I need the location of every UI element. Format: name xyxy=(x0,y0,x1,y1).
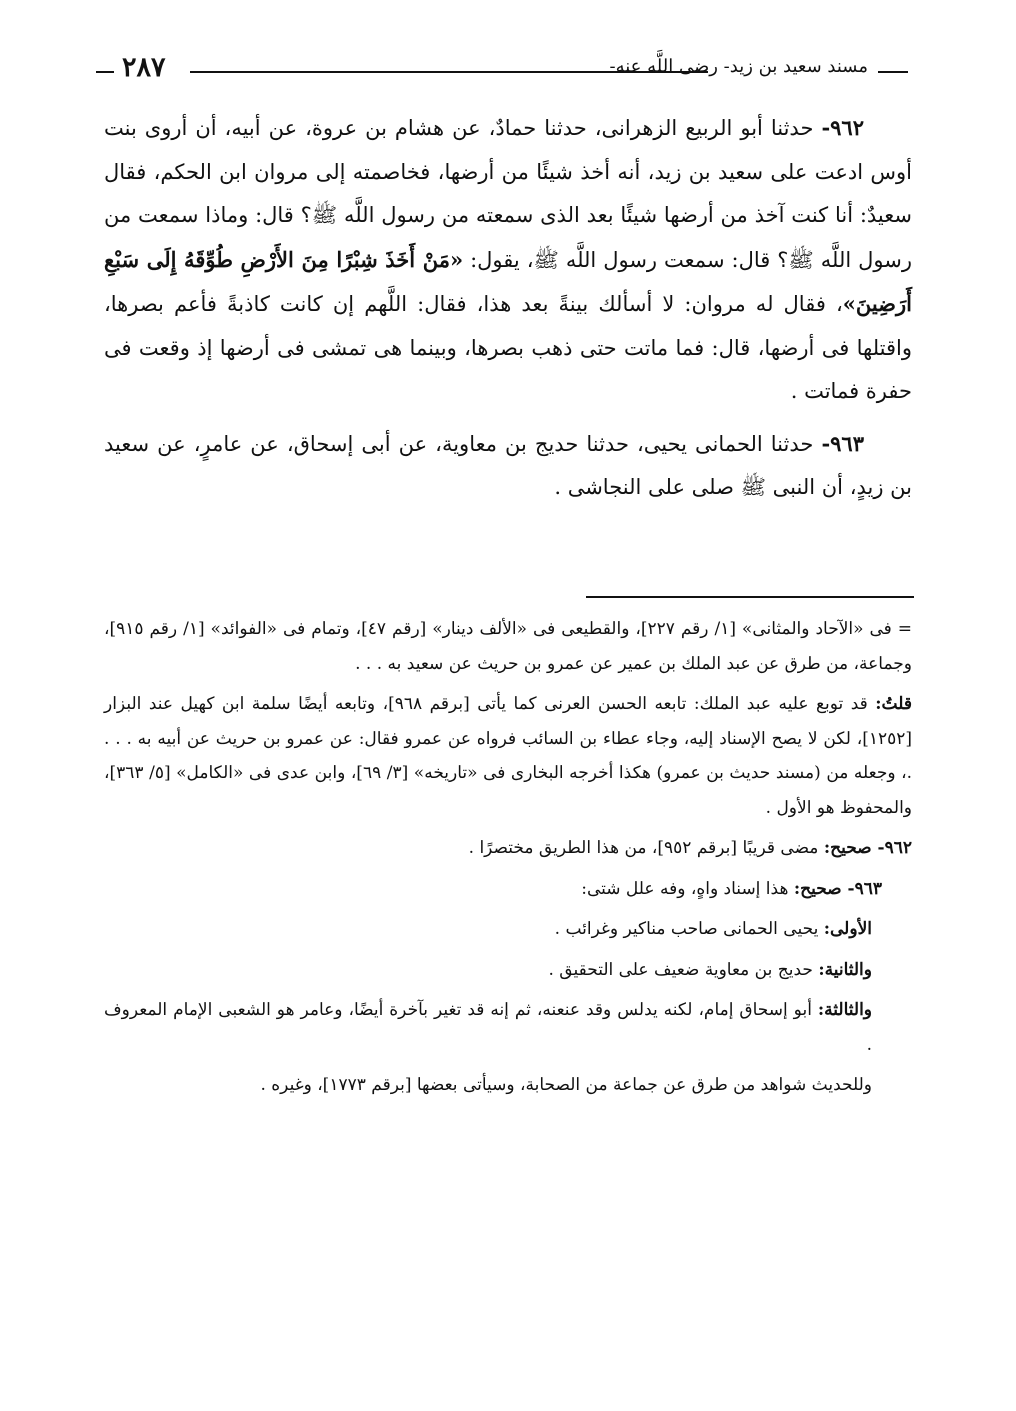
hadith-number: ٩٦٣- xyxy=(821,430,864,456)
footnotes xyxy=(104,612,912,1109)
hadith-962 xyxy=(104,106,912,414)
note-962 xyxy=(104,831,912,866)
note-label: ٩٦٢- صحيح: xyxy=(823,838,912,858)
header-right-dash xyxy=(878,71,908,73)
page-header xyxy=(96,52,908,92)
page-number: ٢٨٧ xyxy=(122,52,166,83)
note-text: يحيى الحمانى صاحب مناكير وغرائب . xyxy=(554,919,819,939)
header-left-dash xyxy=(96,71,114,73)
main-text xyxy=(104,106,912,518)
hadith-chain: حدثنا الحمانى يحيى، حدثنا حديج بن معاوية، عن أبى إسحاق، عن عامرٍ، عن سعيد بن زيدٍ، أن النبى ﷺ صلى على النجاشى . xyxy=(104,431,912,499)
hadith-continuation: ، فقال له مروان: لا أسألك بينةً بعد هذا، فقال: اللَّهم إن كانت كاذبةً فأعم بصرها، واقتلها فى أرضها، قال: فما ماتت حتى ذهب بصرها، وبينما هى تمشى فى أرضها إذ وقعت فى حفرة فماتت . xyxy=(104,292,912,403)
note-label: قلتُ: xyxy=(875,694,912,714)
prophetic-saying: «مَنْ أَخَذَ شِبْرًا مِنَ الأَرْضِ طُوِّقَهُ إِلَى سَبْعِ أَرَضِينَ» xyxy=(104,246,912,316)
note-illa-2 xyxy=(104,953,872,988)
running-title: مسند سعيد بن زيد- رضى اللَّه عنه- xyxy=(609,56,868,77)
note-text: قد توبع عليه عبد الملك: تابعه الحسن العرنى كما يأتى [برقم ٩٦٨]، وتابعه أيضًا سلمة ابن كهيل عند البزار [١٢٥٢]، لكن لا يصح الإسناد إليه، وجاء عطاء بن السائب فرواه عن عمرو فقال: عن عمرو بن حريث عن أبيه به . . . .، وجعله من (مسند حديث بن عمرو) هكذا أخرجه البخارى فى «تاريخه» [٣/ ٦٩]، وابن عدى فى «الكامل» [٥/ ٣٦٣]، والمحفوظ هو الأول . xyxy=(104,694,912,818)
hadith-number: ٩٦٢- xyxy=(821,115,864,140)
note-label: الأولى: xyxy=(823,919,872,939)
note-text: هذا إسناد واهٍ، وفه علل شتى: xyxy=(581,878,789,899)
note-963 xyxy=(104,872,882,907)
note-continuation: = فى «الآحاد والمثانى» [١/ رقم ٢٢٧]، والقطيعى فى «الألف دينار» [رقم ٤٧]، وتمام فى «الفوائد» [١/ رقم ٩١٥]، وجماعة، من طرق عن عبد الملك بن عمير عن عمرو بن حريث عن سعيد به . . . xyxy=(104,619,912,674)
note-label: والثالثة: xyxy=(817,1000,872,1020)
note-text: أبو إسحاق إمام، لكنه يدلس وقد عنعنه، ثم إنه قد تغير بآخرة أيضًا، وعامر هو الشعبى الإمام المعروف . xyxy=(104,1000,872,1055)
note-shawahid: وللحديث شواهد من طرق عن جماعة من الصحابة، وسيأتى بعضها [برقم ١٧٧٣]، وغيره . xyxy=(260,1075,872,1095)
note-text: مضى قريبًا [برقم ٩٥٢]، من هذا الطريق مختصرًا . xyxy=(468,838,819,858)
note-qultu xyxy=(104,687,912,825)
hadith-chain: حدثنا أبو الربيع الزهرانى، حدثنا حمادٌ، عن هشام بن عروة، عن أبيه، أن أروى بنت أوس ادعت على سعيد بن زيد، أنه أخذ شيئًا من أرضها، فخاصمته إلى مروان ابن الحكم، فقال سعيدٌ: أنا كنت آخذ من أرضها شيئًا بعد الذى سمعته من رسول اللَّه ﷺ؟ قال: وماذا سمعت من رسول اللَّه ﷺ؟ قال: سمعت رسول اللَّه ﷺ، يقول: xyxy=(104,116,912,272)
note-label: والثانية: xyxy=(818,959,872,980)
footnote-separator xyxy=(586,596,914,598)
note-illa-3 xyxy=(104,993,872,1062)
note-text: حديج بن معاوية ضعيف على التحقيق . xyxy=(548,959,813,980)
note-label: ٩٦٣- صحيح: xyxy=(793,878,882,899)
note-illa-1 xyxy=(104,912,872,947)
hadith-963 xyxy=(104,422,912,510)
